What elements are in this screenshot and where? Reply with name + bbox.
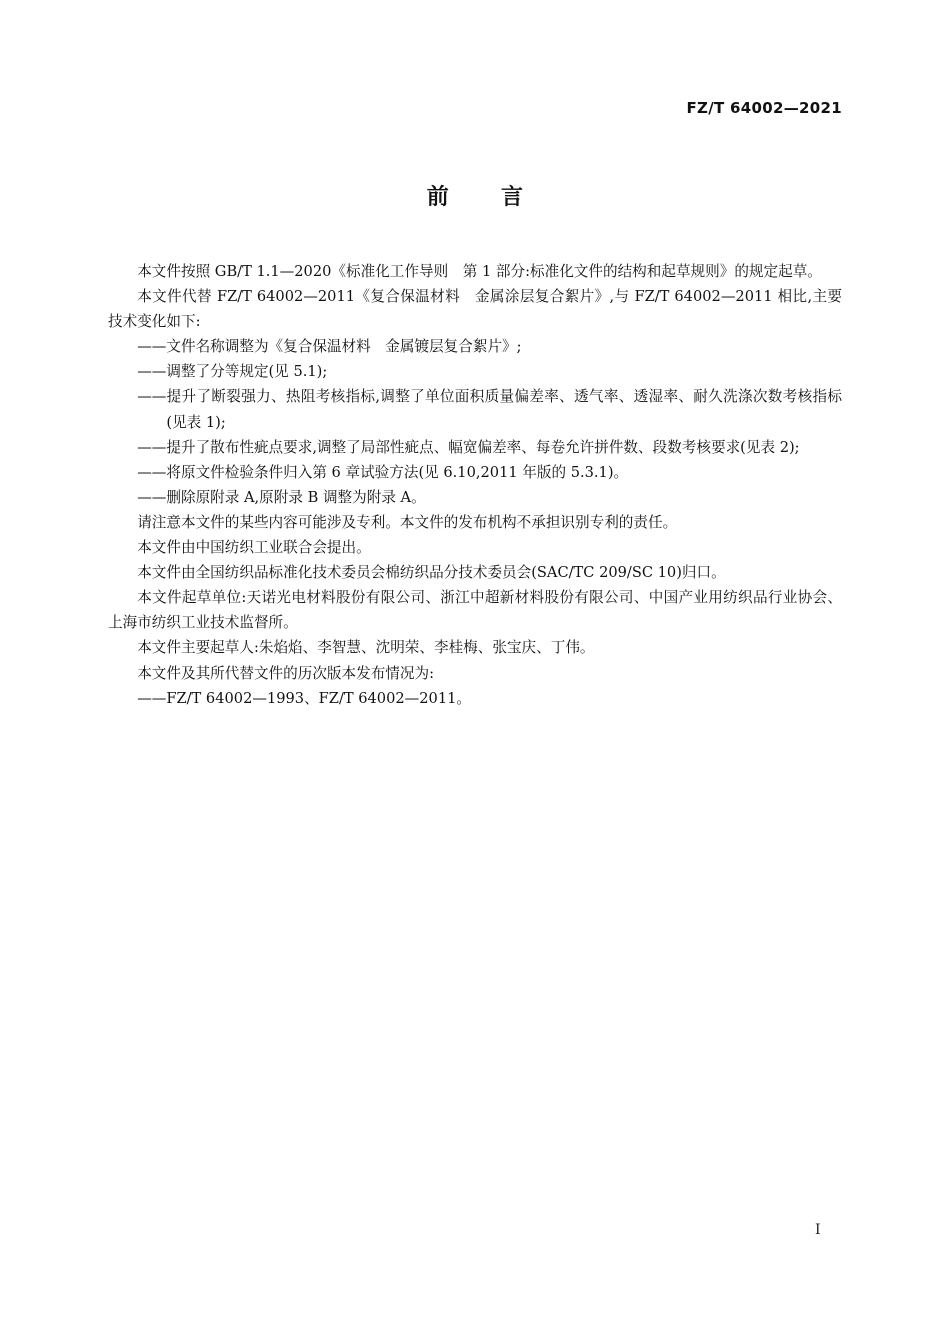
paragraph-replacement: 本文件代替 FZ/T 64002—2011《复合保温材料 金属涂层复合絮片》,与 FZ/T 64002—2011 相比,主要技术变化如下: xyxy=(108,288,842,331)
change-item: ——调整了分等规定(见 5.1); xyxy=(137,363,328,381)
paragraph-committee: 本文件由全国纺织品标准化技术委员会棉纺织品分技术委员会(SAC/TC 209/SC 10)归口。 xyxy=(137,564,726,582)
page-title xyxy=(0,180,950,211)
change-item: ——提升了散布性疵点要求,调整了局部性疵点、幅宽偏差率、每卷允许拼件数、段数考核要求(见表 2); xyxy=(137,438,800,456)
paragraph-drafters: 本文件主要起草人:朱焰焰、李智慧、沈明荣、李桂梅、张宝庆、丁伟。 xyxy=(137,639,595,657)
paragraph-history-intro: 本文件及其所代替文件的历次版本发布情况为: xyxy=(137,664,434,682)
paragraph-drafting-rules: 本文件按照 GB/T 1.1—2020《标准化工作导则 第 1 部分:标准化文件的结构和起草规则》的规定起草。 xyxy=(137,263,822,280)
standard-number: FZ/T 64002—2021 xyxy=(686,99,842,117)
change-item: ——删除原附录 A,原附录 B 调整为附录 A。 xyxy=(137,488,426,506)
page-title-part1: 前 xyxy=(426,184,449,210)
change-list xyxy=(108,334,842,510)
paragraph-patent-notice: 请注意本文件的某些内容可能涉及专利。本文件的发布机构不承担识别专利的责任。 xyxy=(137,513,678,531)
history-list xyxy=(108,686,842,711)
change-item: ——提升了断裂强力、热阻考核指标,调整了单位面积质量偏差率、透气率、透湿率、耐久洗涤次数考核指标(见表 1); xyxy=(137,388,842,431)
page-title-part2: 言 xyxy=(501,184,524,210)
paragraph-drafting-units: 本文件起草单位:天诺光电材料股份有限公司、浙江中超新材料股份有限公司、中国产业用纺织品行业协会、上海市纺织工业技术监督所。 xyxy=(108,589,842,632)
change-item: ——文件名称调整为《复合保温材料 金属镀层复合絮片》; xyxy=(137,338,522,356)
foreword-body xyxy=(108,259,842,711)
change-item: ——将原文件检验条件归入第 6 章试验方法(见 6.10,2011 年版的 5.3.1)。 xyxy=(137,463,629,481)
history-item: ——FZ/T 64002—1993、FZ/T 64002—2011。 xyxy=(137,689,471,707)
paragraph-proposer: 本文件由中国纺织工业联合会提出。 xyxy=(137,539,371,557)
page-number: I xyxy=(815,1222,821,1238)
